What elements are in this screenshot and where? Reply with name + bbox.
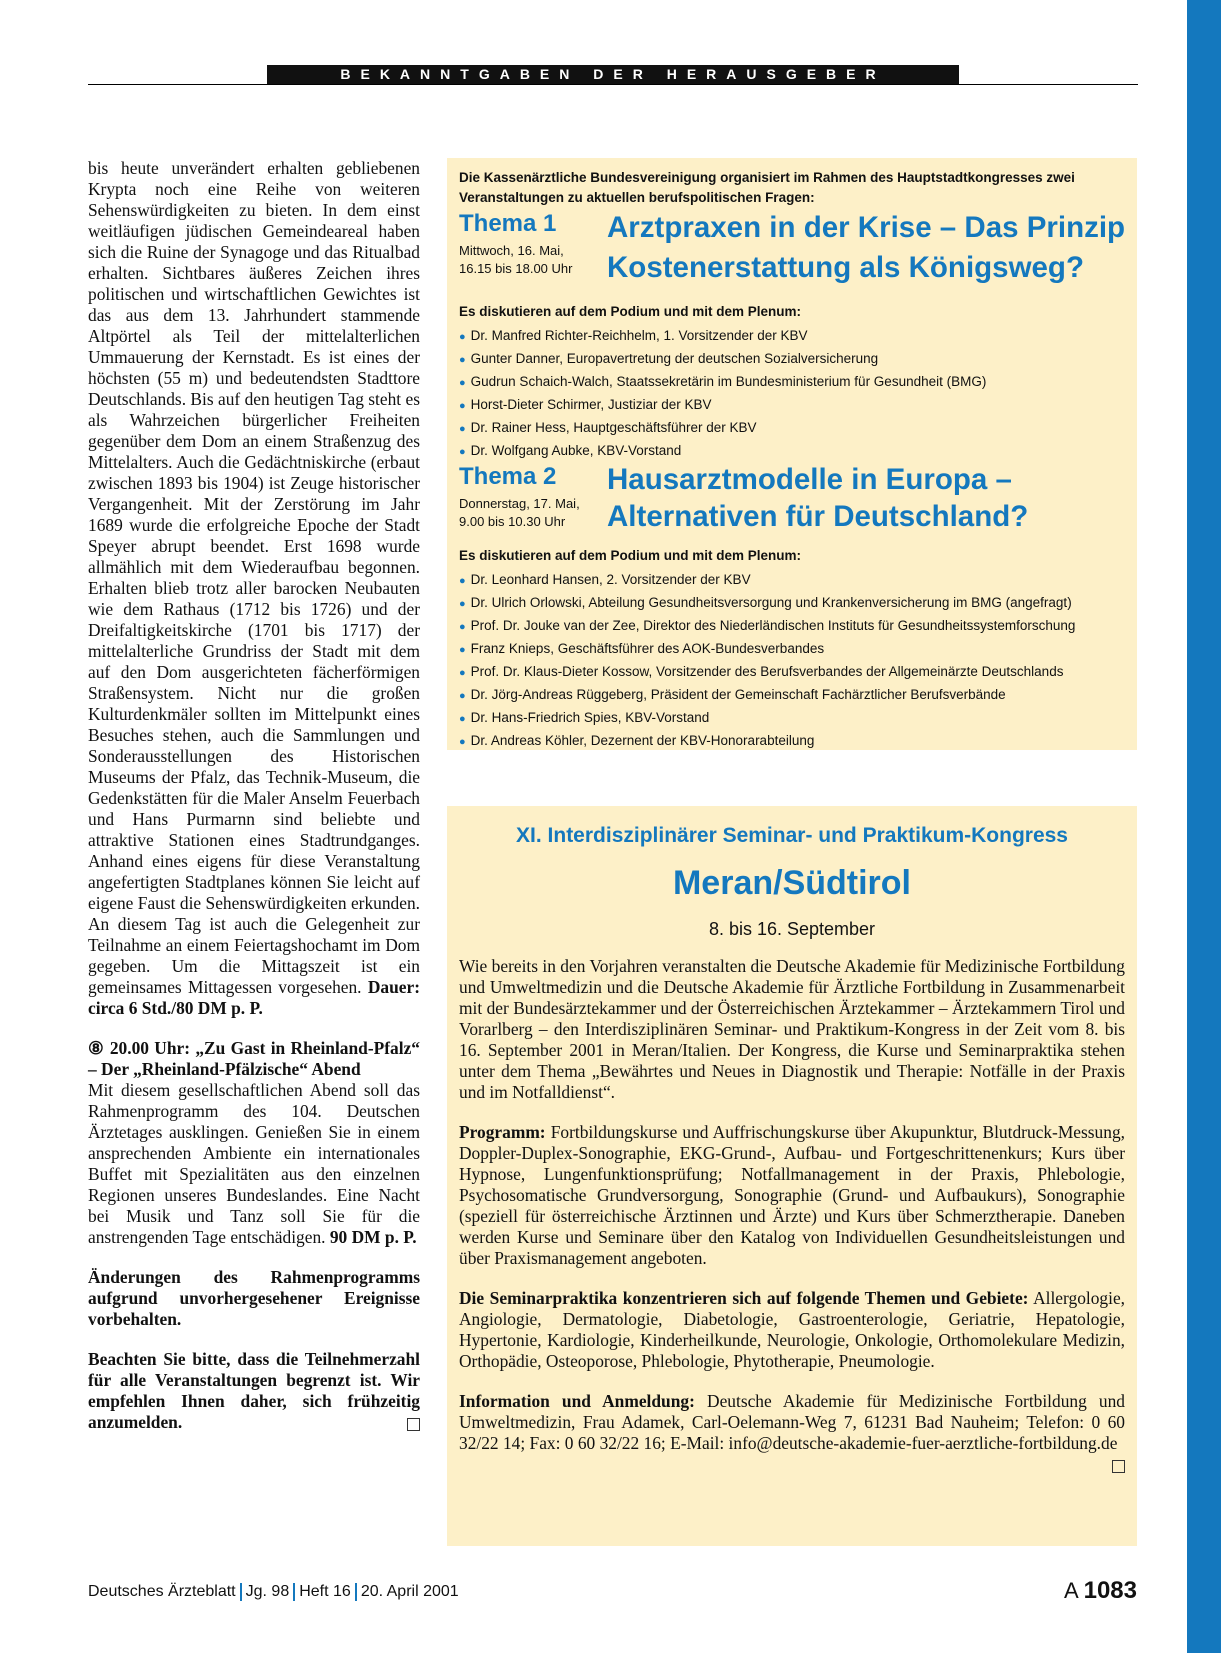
footer-volume: Jg. 98 — [245, 1583, 290, 1601]
kongress-paragraph-2: Programm: Fortbildungskurse und Auffrischungskurse über Akupunktur, Blutdruck-Messung, Doppler-Duplex-Sonographie, EKG-Grund-, Aufbau- und Fortgeschrittenenkurs; Kurs über Hypnose, Lungenfunktionsprüfung; Notfallmanagement in der Praxis, Phlebologie, Psychosomatische Grundversorgung, Sonographie (Grund- und Aufbaukurs), Sonographie (speziell für österreichische Ärztinnen und Ärzte) und Kurs über Schmerztherapie. Daneben werden Kurse und Seminare über den Katalog von Individuellen Gesundheitsleistungen und über Praxismanagement angeboten. — [459, 1122, 1125, 1268]
end-mark-icon — [407, 1418, 420, 1431]
kongress-paragraph-1: Wie bereits in den Vorjahren veranstalten die Deutsche Akademie für Medizinische Fortbildung und Umweltmedizin und die Deutsche Akademie für Ärztliche Fortbildung in Zusammenarbeit mit der Bundesärztekammer und der Österreichischen Ärztekammer – Ärztekammern Tirol und Vorarlberg – den Interdisziplinären Seminar- und Praktikum-Kongress in der Zeit vom 8. bis 16. September 2001 in Meran/Italien. Der Kongress, die Kurse und Seminarpraktika stehen unter dem Thema „Bewährtes und Neues in Diagnostik und Therapie: Notfälle in der Praxis und im Notfalldienst“. — [459, 956, 1125, 1102]
list-item: ● Gudrun Schaich-Walch, Staatssekretärin im Bundesministerium für Gesundheit (BMG) — [459, 371, 1129, 394]
list-item: ● Dr. Rainer Hess, Hauptgeschäftsführer der KBV — [459, 417, 1129, 440]
kongress-paragraph-4: Information und Anmeldung: Deutsche Akademie für Medizinische Fortbildung und Umweltmedizin, Frau Adamek, Carl-Oelemann-Weg 7, 61231 Bad Nauheim; Telefon: 0 60 32/22 14; Fax: 0 60 32/22 16; E-Mail: info@deutsche-akademie-fuer-aerztliche-fortbildung.de — [459, 1391, 1125, 1454]
kongress-body — [459, 956, 1125, 1473]
thema1-title: Arztpraxen in der Krise – Das Prinzip Kostenerstattung als Königsweg? — [607, 211, 1126, 284]
kongress-announcement-box — [447, 806, 1137, 1546]
footer-journal: Deutsches Ärzteblatt — [88, 1583, 236, 1601]
thema2-title: Hausarztmodelle in Europa – Alternativen für Deutschland? — [607, 463, 1029, 533]
thema2-panel-lead: Es diskutieren auf dem Podium und mit dem Plenum: — [459, 548, 802, 563]
thema2-panel-list — [459, 569, 1129, 753]
list-item: ● Dr. Jörg-Andreas Rüggeberg, Präsident der Gemeinschaft Fachärztlicher Berufsverbände — [459, 684, 1129, 707]
list-item: ● Dr. Leonhard Hansen, 2. Vorsitzender der KBV — [459, 569, 1129, 592]
kongress-dates: 8. bis 16. September — [708, 919, 876, 939]
left-paragraph-2: ⑧ 20.00 Uhr: „Zu Gast in Rheinland-Pfalz“ – Der „Rheinland-Pfälzische“ Abend Mit diesem gesellschaftlichen Abend soll das Rahmenprogramm des 104. Deutschen Ärztetages ausklingen. Genießen Sie in einem ansprechenden Ambiente ein internationales Buffet mit Spezialitäten aus den einzelnen Regionen unseres Bundeslandes. Eine Nacht bei Musik und Tanz soll Sie für die anstrengenden Tage entschädigen. 90 DM p. P. — [88, 1038, 420, 1247]
list-item: ● Dr. Andreas Köhler, Dezernent der KBV-Honorarabteilung — [459, 730, 1129, 753]
thema1-label: Thema 1 — [459, 210, 557, 237]
end-mark-icon — [1112, 1460, 1125, 1473]
list-item: ● Prof. Dr. Klaus-Dieter Kossow, Vorsitzender des Berufsverbandes der Allgemeinärzte Deutschlands — [459, 661, 1129, 684]
thema1-panel-lead: Es diskutieren auf dem Podium und mit dem Plenum: — [459, 304, 802, 319]
list-item: ● Horst-Dieter Schirmer, Justiziar der KBV — [459, 394, 1129, 417]
list-item: ● Prof. Dr. Jouke van der Zee, Direktor des Niederländischen Instituts für Gesundheitssystemforschung — [459, 615, 1129, 638]
header-rule — [88, 84, 1138, 85]
left-paragraph-1: bis heute unverändert erhalten gebliebenen Krypta noch eine Reihe von weiteren Sehenswürdigkeiten zu bieten. In dem einst weitläufigen jüdischen Gemeindeareal haben sich die Ruine der Synagoge und das Ritualbad erhalten. Sichtbares äußeres Zeichen ihres politischen und wirtschaftlichen Gewichtes ist das aus dem 13. Jahrhundert stammende Altpörtel als Teil der mittelalterlichen Ummauerung der Kernstadt. Es ist eines der höchsten (55 m) und bedeutendsten Stadttore Deutschlands. Bis auf den heutigen Tag steht es als Wahrzeichen bürgerlicher Freiheiten gegenüber dem Dom an einem Straßenzug des Mittelalters. Auch die Gedächtniskirche (erbaut zwischen 1893 bis 1904) ist Zeuge historischer Vergangenheit. Mit der Zerstörung im Jahr 1689 wurde die erfolgreiche Epoche der Stadt Speyer abrupt beendet. Erst 1698 wurde allmählich mit dem Wiederaufbau begonnen. Erhalten blieb trotz aller barocken Neubauten wie dem Rathaus (1712 bis 1726) und der Dreifaltigkeitskirche (1701 bis 1717) der mittelalterliche Grundriss der Stadt mit dem auf den Dom ausgerichteten fächerförmigen Straßensystem. Nicht nur die großen Kulturdenkmäler sollten im Mittelpunkt eines Besuches stehen, auch die Sammlungen und Sonderausstellungen des Historischen Museums der Pfalz, das Technik-Museum, die Gedenkstätten für die Maler Anselm Feuerbach und Hans Purmarnn sind beliebte und attraktive Stationen eines Stadtrundganges. Anhand eines eigens für diese Veranstaltung angefertigten Stadtplanes können Sie leicht auf eigene Faust die Sehenswürdigkeiten erkunden. An diesem Tag ist auch die Gelegenheit zur Teilnahme an einem Feiertagshochamt im Dom gegeben. Um die Mittagszeit ist ein gemeinsames Mittagessen vorgesehen. Dauer: circa 6 Std./80 DM p. P. — [88, 158, 420, 1018]
footer-date: 20. April 2001 — [360, 1583, 459, 1601]
kbv-intro: Die Kassenärztliche Bundesvereinigung organisiert im Rahmen des Hauptstadtkongresses zwei Veranstaltungen zu aktuellen berufspolitischen Fragen: — [459, 170, 1075, 205]
list-item: ● Dr. Hans-Friedrich Spies, KBV-Vorstand — [459, 707, 1129, 730]
footer-separator — [355, 1583, 357, 1601]
kongress-paragraph-3: Die Seminarpraktika konzentrieren sich auf folgende Themen und Gebiete: Allergologie, Angiologie, Dermatologie, Diabetologie, Gastroenterologie, Geriatrie, Hepatologie, Hypertonie, Kardiologie, Kinderheilkunde, Neurologie, Onkologie, Orthomolekulare Medizin, Orthopädie, Osteoporose, Phlebologie, Phytotherapie, Pneumologie. — [459, 1288, 1126, 1371]
page-number: A 1083 — [1064, 1577, 1137, 1604]
footer-issue: Heft 16 — [299, 1583, 351, 1601]
left-paragraph-3: Änderungen des Rahmenprogramms aufgrund unvorhergesehener Ereignisse vorbehalten. — [88, 1267, 420, 1329]
list-item: ● Dr. Manfred Richter-Reichhelm, 1. Vorsitzender der KBV — [459, 325, 1129, 348]
thema1-date: Mittwoch, 16. Mai, 16.15 bis 18.00 Uhr — [459, 243, 573, 276]
list-item: ● Franz Knieps, Geschäftsführer des AOK-Bundesverbandes — [459, 638, 1129, 661]
kongress-location: Meran/Südtirol — [672, 864, 912, 902]
list-item: ● Gunter Danner, Europavertretung der deutschen Sozialversicherung — [459, 348, 1129, 371]
left-column — [88, 158, 420, 1433]
footer-citation — [88, 1583, 459, 1601]
thema1-panel-list — [459, 325, 1129, 463]
kbv-announcement-box — [447, 158, 1137, 750]
thema2-date: Donnerstag, 17. Mai, 9.00 bis 10.30 Uhr — [459, 496, 580, 529]
list-item: ● Dr. Ulrich Orlowski, Abteilung Gesundheitsversorgung und Krankenversicherung im BMG (angefragt) — [459, 592, 1129, 615]
footer-separator — [240, 1583, 242, 1601]
kongress-title: XI. Interdisziplinärer Seminar- und Praktikum-Kongress — [516, 824, 1068, 847]
footer-separator — [293, 1583, 295, 1601]
thema2-label: Thema 2 — [459, 463, 557, 490]
left-paragraph-4: Beachten Sie bitte, dass die Teilnehmerzahl für alle Veranstaltungen begrenzt ist. Wir empfehlen Ihnen daher, sich frühzeitig anzumelden. — [88, 1349, 420, 1432]
right-edge-bar — [1187, 0, 1221, 1653]
list-item: ● Dr. Wolfgang Aubke, KBV-Vorstand — [459, 440, 1129, 463]
section-header: BEKANNTGABEN DER HERAUSGEBER — [267, 65, 959, 84]
